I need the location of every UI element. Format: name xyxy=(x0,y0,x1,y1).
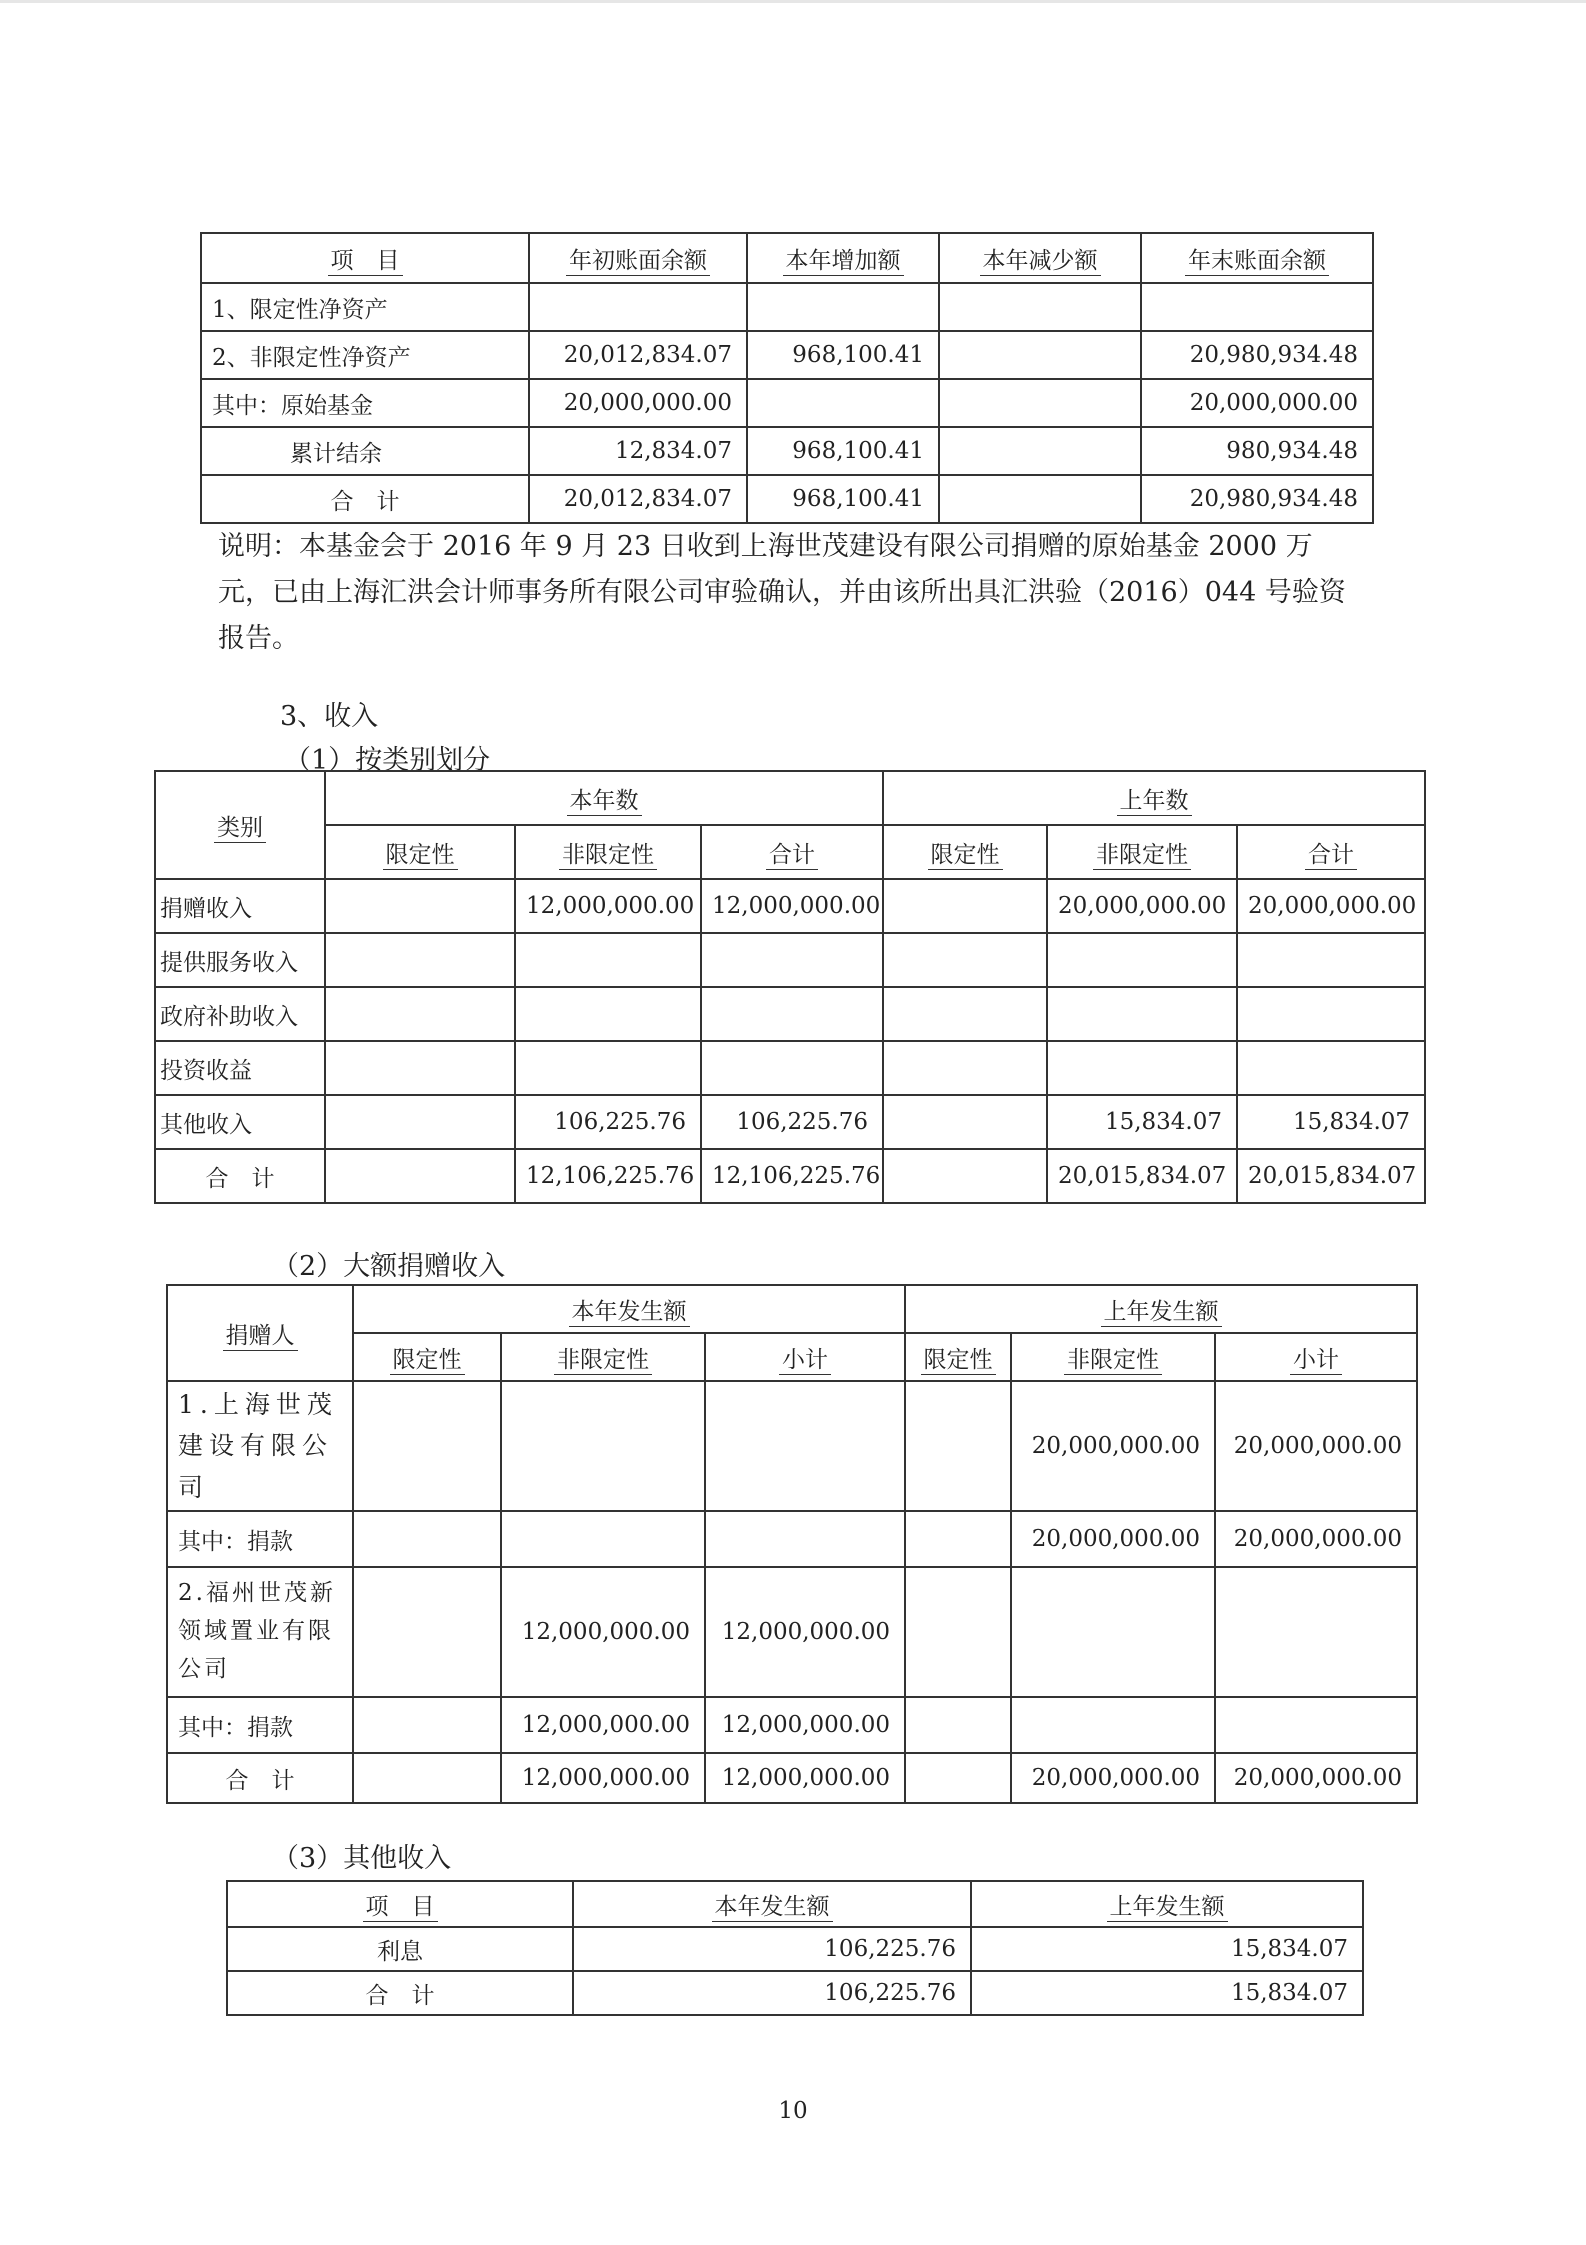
value-cell xyxy=(325,1095,515,1149)
value-cell xyxy=(1011,1697,1215,1753)
value-cell xyxy=(529,283,747,331)
table-total-row xyxy=(201,475,1373,523)
value-cell: 20,015,834.07 xyxy=(1237,1149,1425,1203)
donor-name: 1.上海世茂建设有限公司 xyxy=(167,1381,353,1511)
value-cell xyxy=(905,1381,1011,1511)
section-title: 3、收入 xyxy=(280,701,379,732)
table-header-row xyxy=(167,1333,1417,1381)
value-cell xyxy=(1215,1567,1417,1697)
value-cell: 968,100.41 xyxy=(747,427,939,475)
row-label: 合 计 xyxy=(227,1971,573,2015)
value-cell xyxy=(883,987,1047,1041)
row-label: 其中：原始基金 xyxy=(201,379,529,427)
value-cell xyxy=(747,283,939,331)
value-cell: 968,100.41 xyxy=(747,475,939,523)
value-cell: 12,000,000.00 xyxy=(501,1697,705,1753)
value-cell: 15,834.07 xyxy=(1047,1095,1237,1149)
income-by-category-table xyxy=(154,770,1426,1204)
table-total-row xyxy=(227,1971,1363,2015)
value-cell: 12,000,000.00 xyxy=(705,1753,905,1803)
value-cell: 20,012,834.07 xyxy=(529,475,747,523)
value-cell xyxy=(353,1753,501,1803)
table-header-row xyxy=(155,771,1425,825)
value-cell: 20,000,000.00 xyxy=(1215,1753,1417,1803)
row-label: 累计结余 xyxy=(201,427,529,475)
value-cell xyxy=(705,1511,905,1567)
value-cell: 12,000,000.00 xyxy=(501,1567,705,1697)
header-cell: 本年数 xyxy=(325,771,883,825)
table-row xyxy=(167,1567,1417,1697)
table-row xyxy=(201,427,1373,475)
value-cell: 15,834.07 xyxy=(1237,1095,1425,1149)
header-cell: 上年发生额 xyxy=(905,1285,1417,1333)
value-cell: 968,100.41 xyxy=(747,331,939,379)
value-cell xyxy=(883,1095,1047,1149)
value-cell: 20,000,000.00 xyxy=(1011,1381,1215,1511)
value-cell xyxy=(701,987,883,1041)
header-cell: 小计 xyxy=(1215,1333,1417,1381)
value-cell xyxy=(353,1511,501,1567)
value-cell: 980,934.48 xyxy=(1141,427,1373,475)
value-cell: 12,000,000.00 xyxy=(501,1753,705,1803)
value-cell xyxy=(905,1567,1011,1697)
table-total-row xyxy=(167,1753,1417,1803)
table-header-row xyxy=(227,1881,1363,1927)
row-label: 2、非限定性净资产 xyxy=(201,331,529,379)
value-cell xyxy=(883,1041,1047,1095)
value-cell xyxy=(1237,987,1425,1041)
value-cell xyxy=(501,1511,705,1567)
note-line: 元，已由上海汇洪会计师事务所有限公司审验确认，并由该所出具汇洪验（2016）044 号验资 xyxy=(218,577,1346,608)
table-row xyxy=(167,1511,1417,1567)
value-cell xyxy=(515,1041,701,1095)
large-donations-table xyxy=(166,1284,1418,1804)
value-cell: 20,000,000.00 xyxy=(1011,1753,1215,1803)
value-cell xyxy=(701,933,883,987)
header-cell: 上年发生额 xyxy=(971,1881,1363,1927)
donor-name: 2.福州世茂新领域置业有限公司 xyxy=(167,1567,353,1697)
value-cell xyxy=(905,1753,1011,1803)
value-cell: 106,225.76 xyxy=(573,1927,971,1971)
table-row xyxy=(201,379,1373,427)
value-cell: 12,000,000.00 xyxy=(515,879,701,933)
value-cell xyxy=(701,1041,883,1095)
value-cell xyxy=(325,1041,515,1095)
subsection-title: （3）其他收入 xyxy=(272,1843,452,1874)
value-cell xyxy=(905,1511,1011,1567)
value-cell xyxy=(353,1567,501,1697)
row-label: 其中：捐款 xyxy=(167,1511,353,1567)
table-row xyxy=(155,879,1425,933)
header-cell: 限定性 xyxy=(905,1333,1011,1381)
value-cell xyxy=(325,1149,515,1203)
row-label: 捐赠收入 xyxy=(155,879,325,933)
header-cell: 本年减少额 xyxy=(939,233,1141,283)
value-cell: 12,834.07 xyxy=(529,427,747,475)
header-cell: 限定性 xyxy=(325,825,515,879)
header-cell: 合计 xyxy=(701,825,883,879)
header-cell: 非限定性 xyxy=(1047,825,1237,879)
header-cell: 合计 xyxy=(1237,825,1425,879)
table-row xyxy=(167,1697,1417,1753)
value-cell xyxy=(1047,1041,1237,1095)
value-cell xyxy=(515,933,701,987)
row-label: 政府补助收入 xyxy=(155,987,325,1041)
value-cell xyxy=(325,987,515,1041)
row-label: 1、限定性净资产 xyxy=(201,283,529,331)
header-cell: 项 目 xyxy=(227,1881,573,1927)
table-total-row xyxy=(155,1149,1425,1203)
value-cell: 20,000,000.00 xyxy=(1215,1381,1417,1511)
value-cell: 106,225.76 xyxy=(515,1095,701,1149)
row-label: 利息 xyxy=(227,1927,573,1971)
value-cell: 12,000,000.00 xyxy=(701,879,883,933)
row-label: 合 计 xyxy=(201,475,529,523)
row-label: 其他收入 xyxy=(155,1095,325,1149)
value-cell: 15,834.07 xyxy=(971,1927,1363,1971)
value-cell: 12,000,000.00 xyxy=(705,1567,905,1697)
row-label: 其中：捐款 xyxy=(167,1697,353,1753)
value-cell: 20,012,834.07 xyxy=(529,331,747,379)
header-cell: 项 目 xyxy=(201,233,529,283)
value-cell xyxy=(939,379,1141,427)
table-row xyxy=(155,933,1425,987)
value-cell xyxy=(939,475,1141,523)
value-cell xyxy=(353,1697,501,1753)
value-cell: 20,000,000.00 xyxy=(1215,1511,1417,1567)
value-cell xyxy=(1047,933,1237,987)
value-cell: 20,000,000.00 xyxy=(1141,379,1373,427)
value-cell xyxy=(747,379,939,427)
row-label: 投资收益 xyxy=(155,1041,325,1095)
value-cell xyxy=(1011,1567,1215,1697)
table-row xyxy=(155,1095,1425,1149)
value-cell xyxy=(325,879,515,933)
value-cell: 20,000,000.00 xyxy=(529,379,747,427)
value-cell xyxy=(939,331,1141,379)
row-label: 合 计 xyxy=(167,1753,353,1803)
header-cell: 年初账面余额 xyxy=(529,233,747,283)
header-cell: 类别 xyxy=(155,771,325,879)
header-cell: 捐赠人 xyxy=(167,1285,353,1381)
net-assets-table xyxy=(200,232,1374,524)
header-cell: 上年数 xyxy=(883,771,1425,825)
value-cell: 20,015,834.07 xyxy=(1047,1149,1237,1203)
value-cell xyxy=(883,879,1047,933)
header-cell: 本年发生额 xyxy=(573,1881,971,1927)
header-cell: 小计 xyxy=(705,1333,905,1381)
header-cell: 非限定性 xyxy=(1011,1333,1215,1381)
note-line: 报告。 xyxy=(218,623,299,654)
table-header-row xyxy=(155,825,1425,879)
table-row xyxy=(201,331,1373,379)
table-row xyxy=(167,1381,1417,1511)
value-cell: 20,980,934.48 xyxy=(1141,475,1373,523)
table-row xyxy=(155,987,1425,1041)
value-cell: 106,225.76 xyxy=(573,1971,971,2015)
value-cell xyxy=(353,1381,501,1511)
value-cell: 106,225.76 xyxy=(701,1095,883,1149)
table-header-row xyxy=(201,233,1373,283)
value-cell xyxy=(883,933,1047,987)
value-cell xyxy=(939,283,1141,331)
other-income-table xyxy=(226,1880,1364,2016)
table-row xyxy=(201,283,1373,331)
value-cell: 12,106,225.76 xyxy=(515,1149,701,1203)
value-cell xyxy=(1047,987,1237,1041)
value-cell xyxy=(939,427,1141,475)
header-cell: 非限定性 xyxy=(501,1333,705,1381)
page-number: 10 xyxy=(778,2098,808,2124)
value-cell xyxy=(1141,283,1373,331)
value-cell: 20,000,000.00 xyxy=(1011,1511,1215,1567)
header-cell: 本年增加额 xyxy=(747,233,939,283)
value-cell xyxy=(1237,933,1425,987)
subsection-title: （2）大额捐赠收入 xyxy=(272,1251,506,1282)
row-label: 合 计 xyxy=(155,1149,325,1203)
header-cell: 限定性 xyxy=(353,1333,501,1381)
value-cell xyxy=(1237,1041,1425,1095)
note-line: 说明：本基金会于 2016 年 9 月 23 日收到上海世茂建设有限公司捐赠的原始基金 2000 万 xyxy=(218,531,1313,562)
value-cell: 15,834.07 xyxy=(971,1971,1363,2015)
value-cell xyxy=(515,987,701,1041)
header-cell: 限定性 xyxy=(883,825,1047,879)
subsection-title: （1）按类别划分 xyxy=(284,745,491,776)
value-cell: 20,980,934.48 xyxy=(1141,331,1373,379)
value-cell xyxy=(705,1381,905,1511)
note-paragraph xyxy=(218,524,1366,662)
header-cell: 本年发生额 xyxy=(353,1285,905,1333)
row-label: 提供服务收入 xyxy=(155,933,325,987)
value-cell xyxy=(501,1381,705,1511)
value-cell xyxy=(883,1149,1047,1203)
value-cell: 20,000,000.00 xyxy=(1047,879,1237,933)
table-row xyxy=(227,1927,1363,1971)
table-row xyxy=(155,1041,1425,1095)
value-cell: 12,106,225.76 xyxy=(701,1149,883,1203)
scan-edge-line xyxy=(0,0,1586,3)
table-header-row xyxy=(167,1285,1417,1333)
value-cell: 12,000,000.00 xyxy=(705,1697,905,1753)
value-cell xyxy=(325,933,515,987)
value-cell xyxy=(1215,1697,1417,1753)
value-cell: 20,000,000.00 xyxy=(1237,879,1425,933)
header-cell: 年末账面余额 xyxy=(1141,233,1373,283)
header-cell: 非限定性 xyxy=(515,825,701,879)
value-cell xyxy=(905,1697,1011,1753)
